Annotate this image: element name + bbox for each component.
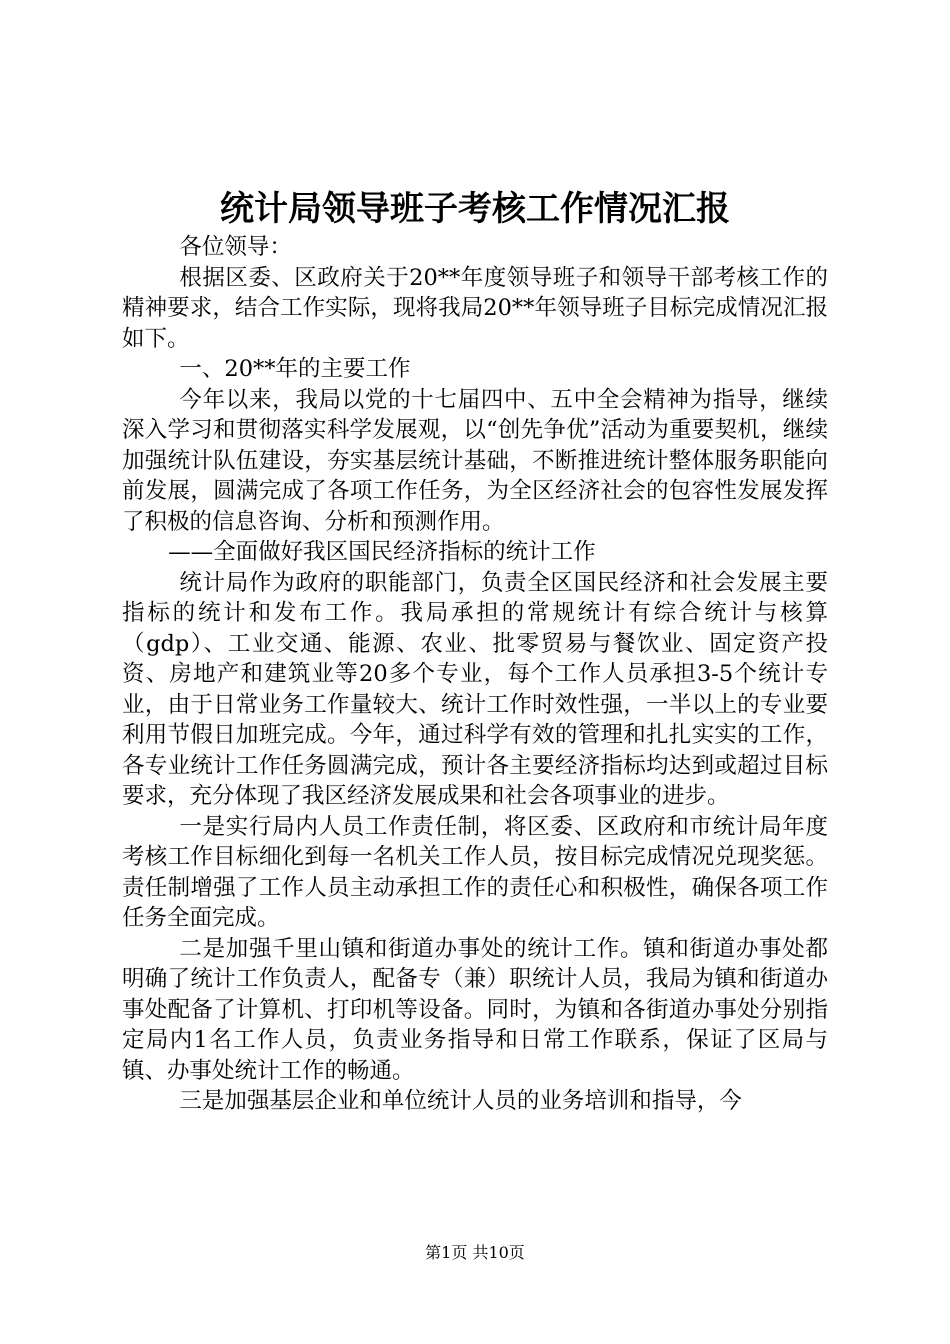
body-paragraph: 根据区委、区政府关于20**年度领导班子和领导干部考核工作的精神要求，结合工作实际，现将我局20**年领导班子目标完成情况汇报如下。 — [122, 264, 828, 352]
body-paragraph: 一是实行局内人员工作责任制，将区委、区政府和市统计局年度考核工作目标细化到每一名机关工作人员，按目标完成情况兑现奖惩。责任制增强了工作人员主动承担工作的责任心和积极性，确保各项工作任务全面完成。 — [122, 813, 828, 931]
document-body — [122, 232, 828, 1117]
section-heading: 一、20**年的主要工作 — [179, 356, 411, 382]
page-footer: 第1页 共10页 — [425, 1243, 525, 1262]
body-paragraph: 今年以来，我局以党的十七届四中、五中全会精神为指导，继续深入学习和贯彻落实科学发展观，以“创先争优”活动为重要契机，继续加强统计队伍建设，夯实基层统计基础，不断推进统计整体服务职能向前发展，圆满完成了各项工作任务，为全区经济社会的包容性发展发挥了积极的信息咨询、分析和预测作用。 — [122, 386, 828, 535]
salutation: 各位领导： — [179, 234, 292, 260]
body-paragraph: 三是加强基层企业和单位统计人员的业务培训和指导，今 — [179, 1088, 742, 1114]
body-paragraph: 二是加强千里山镇和街道办事处的统计工作。镇和街道办事处都明确了统计工作负责人，配备专（兼）职统计人员，我局为镇和街道办事处配备了计算机、打印机等设备。同时，为镇和各街道办事处分别指定局内1名工作人员，负责业务指导和日常工作联系，保证了区局与镇、办事处统计工作的畅通。 — [122, 935, 828, 1084]
document-title: 统计局领导班子考核工作情况汇报 — [220, 189, 730, 229]
sub-heading: ——全面做好我区国民经济指标的统计工作 — [168, 539, 596, 565]
body-paragraph: 统计局作为政府的职能部门，负责全区国民经济和社会发展主要指标的统计和发布工作。我局承担的常规统计有综合统计与核算（gdp）、工业交通、能源、农业、批零贸易与餐饮业、固定资产投资、房地产和建筑业等20多个专业，每个工作人员承担3-5个统计专业，由于日常业务工作量较大、统计工作时效性强，一半以上的专业要利用节假日加班完成。今年，通过科学有效的管理和扎扎实实的工作，各专业统计工作任务圆满完成，预计各主要经济指标均达到或超过目标要求，充分体现了我区经济发展成果和社会各项事业的进步。 — [122, 569, 828, 809]
